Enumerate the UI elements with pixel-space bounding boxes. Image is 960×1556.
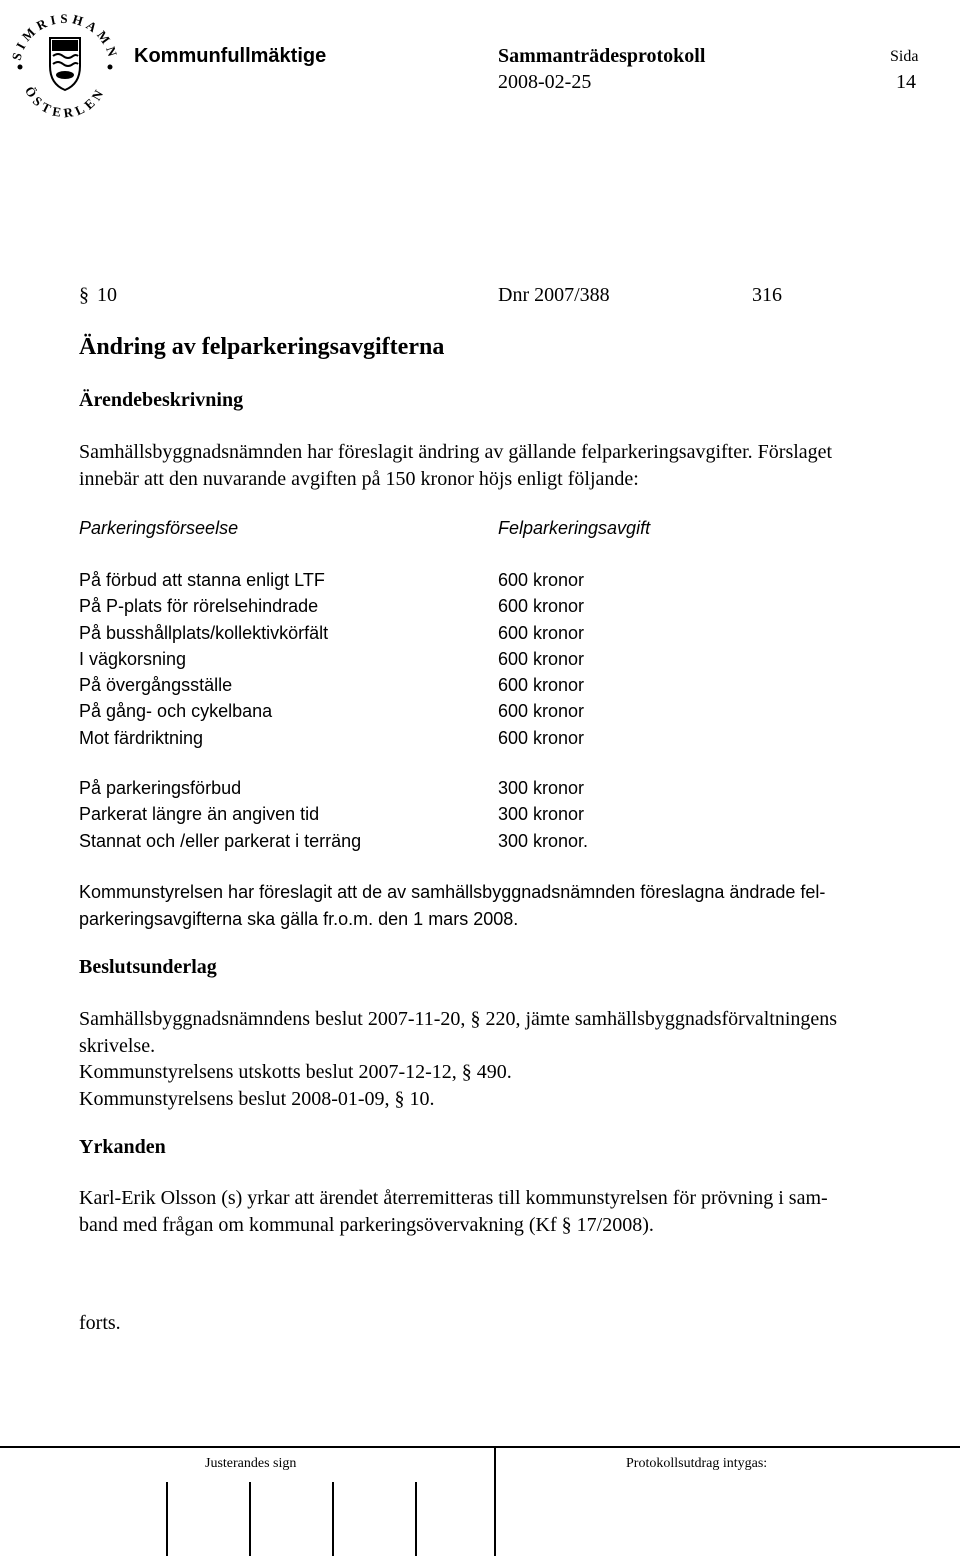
signature-box-line [332,1482,334,1556]
fee-item: 600 kronor [498,675,585,696]
table-header-fee: Felparkeringsavgift [498,518,651,538]
paragraph-symbol: § [561,1213,572,1236]
text-line [79,1212,941,1239]
text-segment: band med frågan om kommunal parkeringsövervakning (Kf [79,1213,557,1236]
text-segment: Kommunstyrelsens utskotts beslut 2007-12-12, [79,1061,457,1083]
dnr: Dnr 2007/388 [498,284,610,306]
text-line [79,1086,941,1113]
text-line: Samhällsbyggnadsnämnden har föreslagit ändring av gällande felparkeringsavgifter. Förslaget [79,441,833,463]
footer-column-divider [494,1448,496,1556]
svg-text:ÖSTERLEN: ÖSTERLEN [21,83,109,121]
offense-item: I vägkorsning [79,648,187,669]
body-name: Kommunfullmäktige [134,45,327,67]
paragraph-symbol: § [470,1008,481,1030]
arende-paragraph [79,439,941,492]
fee-item: 600 kronor [498,701,585,722]
item-title: Ändring av felparkeringsavgifterna [79,334,445,360]
table-header-offense: Parkeringsförseelse [79,518,239,538]
text-segment: 220, jämte samhällsbyggnadsförvaltningens [485,1008,838,1030]
text-line [79,1059,941,1086]
continued-note: forts. [79,1312,121,1334]
fee-list-group2 [498,775,588,854]
offense-item: Stannat och /eller parkerat i terräng [79,830,362,851]
offense-list-group1 [79,567,328,751]
fee-item: 600 kronor [498,648,585,669]
document-type: Sammanträdesprotokoll [498,45,706,67]
text-segment: Samhällsbyggnadsnämndens beslut 2007-11-20, [79,1008,466,1030]
signature-box-line [415,1482,417,1556]
fee-item: 300 kronor. [498,830,589,851]
fee-item: 600 kronor [498,596,585,617]
fee-item: 300 kronor [498,778,585,798]
offense-item: På förbud att stanna enligt LTF [79,570,325,590]
footer-divider [0,1446,960,1448]
yrkanden-paragraph [79,1185,941,1238]
heading-arendebeskrivning: Ärendebeskrivning [79,389,244,411]
offense-item: På busshållplats/kollektivkörfält [79,622,329,643]
text-segment: 17/2008). [576,1213,654,1236]
text-line: Kommunstyrelsen har föreslagit att de av samhällsbyggnadsnämnden föreslagna ändrade fel- [79,882,826,902]
text-segment: 490. [476,1061,512,1083]
offense-item: På parkeringsförbud [79,778,242,798]
paragraph-symbol: § [394,1087,405,1110]
text-line: innebär att den nuvarande avgiften på 150 kronor höjs enligt följande: [79,467,639,490]
text-line: Karl-Erik Olsson (s) yrkar att ärendet återremitteras till kommunstyrelsen för prövning i sam- [79,1187,828,1209]
paragraph-number: 10 [97,284,117,306]
text-segment: Kommunstyrelsens beslut 2008-01-09, [79,1087,390,1110]
offense-list-group2 [79,775,361,854]
fee-list-group1 [498,567,584,751]
signature-box-line [249,1482,251,1556]
simrishamn-seal-logo [6,4,124,122]
paragraph-symbol: § [79,284,89,306]
text-line [79,1006,941,1033]
fee-item: 600 kronor [498,622,585,643]
heading-yrkanden: Yrkanden [79,1136,166,1158]
meeting-date: 2008-02-25 [498,71,592,93]
offense-item: På gång- och cykelbana [79,701,273,722]
protokollsutdrag-label: Protokollsutdrag intygas: [626,1456,768,1471]
offense-item: På övergångsställe [79,675,233,696]
fee-item: 600 kronor [498,570,585,590]
heading-beslutsunderlag: Beslutsunderlag [79,956,217,978]
fee-item: 600 kronor [498,727,585,748]
offense-item: Parkerat längre än angiven tid [79,804,320,825]
justerandes-sign-label: Justerandes sign [205,1456,297,1471]
page-label: Sida [890,48,919,65]
signature-box-line [166,1482,168,1556]
offense-item: Mot färdriktning [79,727,204,748]
dnr-number: 316 [752,284,782,306]
ks-proposal-paragraph [79,879,941,932]
text-segment: 10. [409,1087,435,1110]
svg-text:SIMRISHAMN: SIMRISHAMN [8,10,122,62]
offense-item: På P-plats för rörelsehindrade [79,596,319,617]
text-line: parkeringsavgifterna ska gälla fr.o.m. den 1 mars 2008. [79,908,519,929]
beslutsunderlag-paragraph [79,1006,941,1112]
paragraph-symbol: § [461,1061,472,1083]
text-line: skrivelse. [79,1034,156,1057]
fee-item: 300 kronor [498,804,585,825]
page-number: 14 [896,71,916,93]
